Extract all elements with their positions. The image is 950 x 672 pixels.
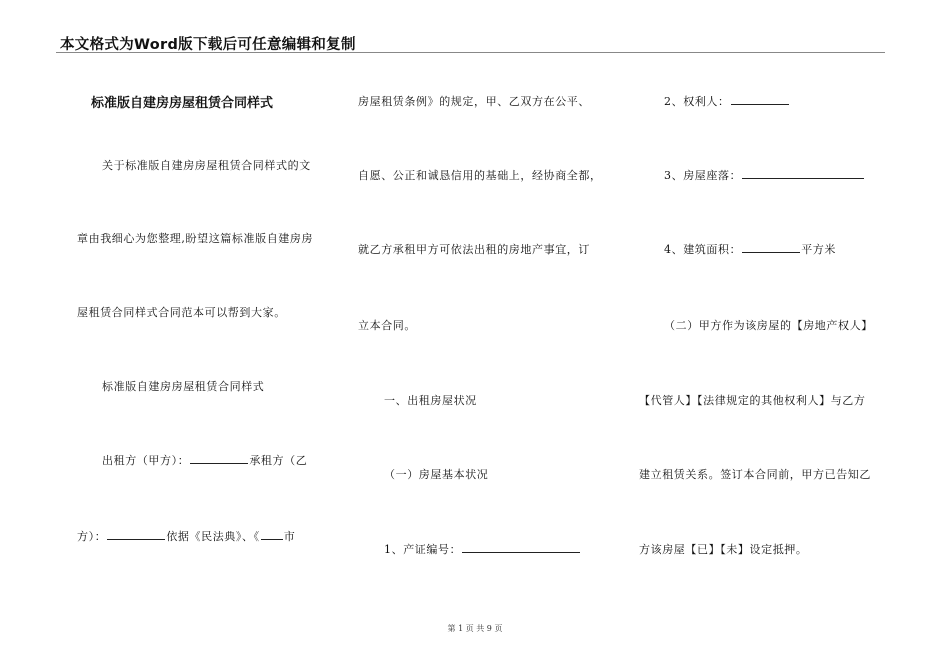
legal-basis-text: 依据《民法典》、《 [166, 530, 260, 543]
col2-line-7 [384, 541, 581, 557]
subsection-heading-1: （一）房屋基本状况 [384, 468, 489, 481]
city-suffix: 市 [283, 530, 296, 543]
col2-line-1: 房屋租赁条例》的规定，甲、乙双方在公平、 [358, 95, 590, 108]
lessee-blank [107, 529, 165, 540]
col1-line-5 [102, 452, 307, 468]
col3-line-7: 方该房屋【已】【未】设定抵押。 [639, 543, 808, 556]
area-unit: 平方米 [801, 243, 837, 256]
location-label: 3、房屋座落： [664, 169, 742, 182]
owner-label: 2、权利人： [664, 95, 730, 108]
lessor-label: 出租方（甲方）： [102, 454, 190, 467]
location-blank [742, 168, 864, 179]
col2-line-3: 就乙方承租甲方可依法出租的房地产事宜，订 [358, 243, 590, 256]
col3-line-4: （二）甲方作为该房屋的【房地产权人】 [664, 319, 873, 332]
col1-line-6 [77, 528, 295, 544]
col2-line-2: 自愿、公正和诚恳信用的基础上，经协商全都， [358, 169, 602, 182]
col1-line-1: 关于标准版自建房房屋租赁合同样式的文 [102, 159, 311, 172]
section-heading-1: 一、出租房屋状况 [384, 394, 477, 407]
lessee-label: 承租方（乙 [249, 454, 308, 467]
col1-line-4: 标准版自建房房屋租赁合同样式 [102, 380, 265, 393]
col3-line-2 [664, 167, 865, 183]
area-blank [742, 242, 800, 253]
certificate-number-label: 1、产证编号： [384, 543, 462, 556]
col3-line-3 [664, 241, 836, 257]
lessor-blank [190, 453, 248, 464]
area-label: 4、建筑面积： [664, 243, 742, 256]
document-title: 标准版自建房房屋租赁合同样式 [91, 96, 274, 111]
col1-line-3: 屋租赁合同样式合同范本可以帮到大家。 [77, 306, 286, 319]
owner-blank [731, 94, 789, 105]
col3-line-5: 【代管人】【法律规定的其他权利人】与乙方 [639, 394, 866, 407]
page-number: 第 1 页 共 9 页 [447, 624, 503, 633]
lessee-label-cont: 方）： [77, 530, 107, 543]
header-title: 本文格式为Word版下载后可任意编辑和复制 [60, 37, 356, 53]
city-blank [261, 529, 283, 540]
col3-line-6: 建立租赁关系。签订本合同前，甲方已告知乙 [639, 468, 871, 481]
certificate-number-blank [462, 542, 580, 553]
col1-line-2: 章由我细心为您整理,盼望这篇标准版自建房房 [77, 232, 314, 245]
col2-line-4: 立本合同。 [358, 319, 416, 332]
col3-line-1 [664, 93, 790, 109]
header-divider [56, 52, 885, 53]
